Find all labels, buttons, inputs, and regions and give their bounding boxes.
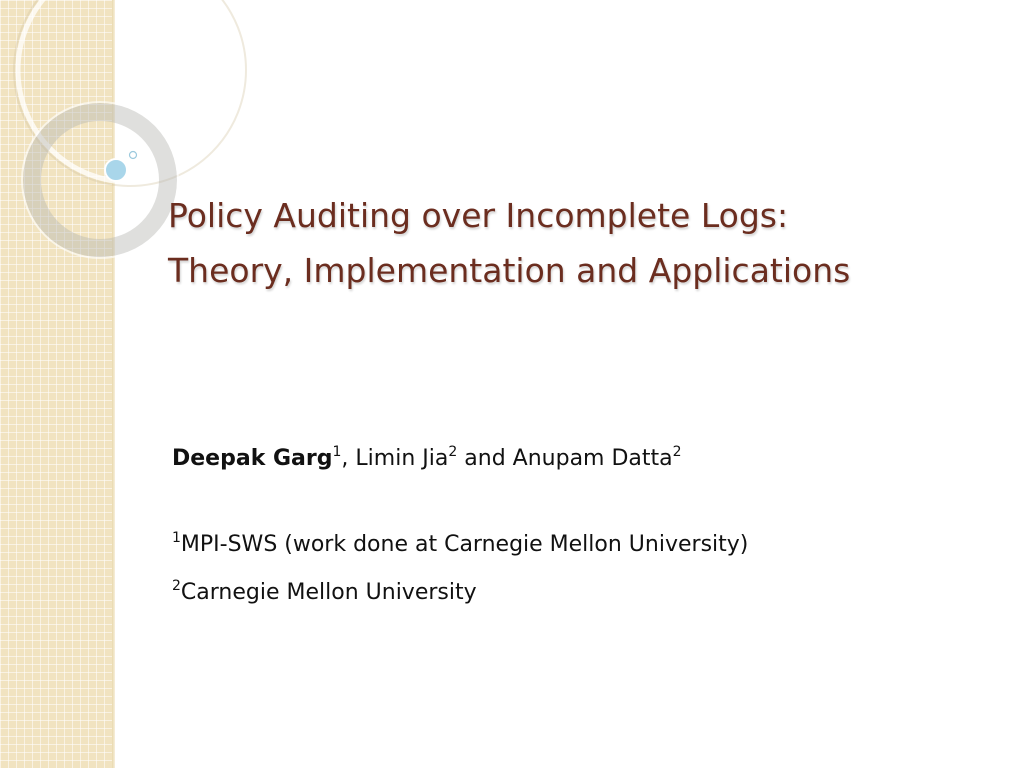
affiliation-2-sup: 2 bbox=[172, 578, 181, 594]
small-bubble-decoration bbox=[130, 152, 137, 159]
title-line-2: Theory, Implementation and Applications bbox=[168, 251, 851, 290]
author-2-sup: 2 bbox=[448, 444, 458, 460]
affiliation-2-text: Carnegie Mellon University bbox=[180, 580, 477, 605]
affiliation-2 bbox=[172, 580, 477, 605]
author-1-name: Deepak Garg bbox=[172, 446, 333, 471]
blue-bubble-decoration bbox=[105, 159, 127, 181]
author-3-name: Anupam Datta bbox=[512, 446, 673, 471]
slide-title bbox=[168, 188, 968, 298]
decorative-circles bbox=[0, 0, 170, 260]
large-arc-shadow bbox=[14, 0, 246, 186]
affiliation-1-sup: 1 bbox=[172, 530, 181, 546]
author-separator-2: and bbox=[457, 446, 513, 471]
affiliation-1-text: MPI-SWS (work done at Carnegie Mellon University) bbox=[180, 532, 749, 557]
title-line-1: Policy Auditing over Incomplete Logs: bbox=[168, 196, 789, 235]
affiliation-1 bbox=[172, 532, 748, 557]
author-3-sup: 2 bbox=[672, 444, 682, 460]
author-separator-1: , bbox=[341, 446, 356, 471]
author-1-sup: 1 bbox=[332, 444, 342, 460]
author-2-name: Limin Jia bbox=[355, 446, 449, 471]
author-line bbox=[172, 446, 682, 471]
